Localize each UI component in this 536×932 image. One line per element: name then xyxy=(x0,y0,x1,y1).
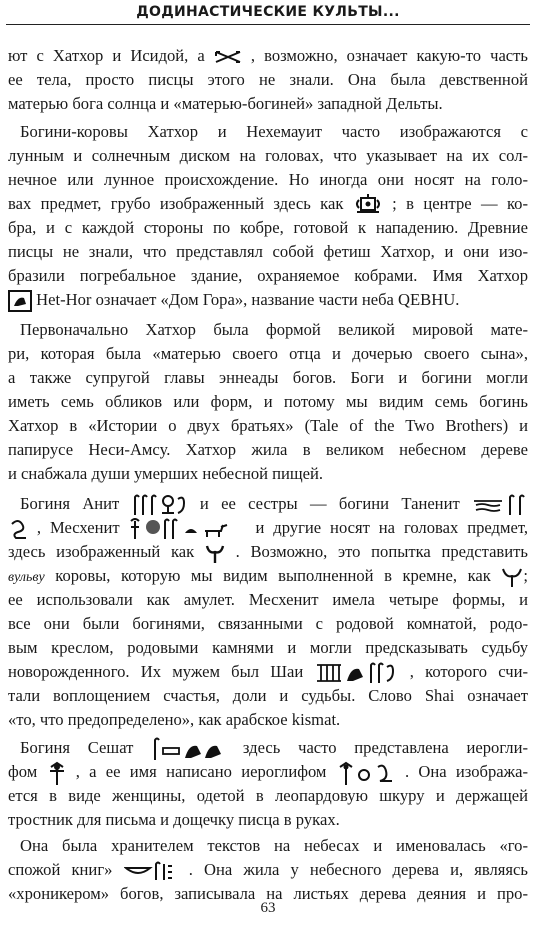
text-line: писцы не знали, что представлял собой фетиш Хатхор, и они изо- xyxy=(8,242,528,261)
text-span: , а ее имя написано иероглифом xyxy=(75,762,327,781)
text-line: ее использовали как амулет. Месхенит имела четыре формы, и xyxy=(8,590,528,609)
text-span: фом xyxy=(8,762,38,781)
text-span: новорожденного. Их мужем был Шаи xyxy=(8,662,304,681)
tanenit-glyph xyxy=(472,493,528,517)
page-number: 63 xyxy=(260,900,276,916)
text-line xyxy=(8,660,528,684)
header-rule xyxy=(6,24,530,25)
text-line xyxy=(8,858,528,882)
text-line: матерью бога солнца и «матерью-богиней» западной Дельты. xyxy=(8,94,443,113)
text-span: здесь часто представлена иерогли- xyxy=(242,738,528,757)
text-span: Богиня Анит xyxy=(20,494,120,513)
text-line: бра, и с каждой стороны по кобре, готовой к нападению. Древние xyxy=(8,218,528,237)
text-line: Первоначально Хатхор была формой великой мировой мате- xyxy=(20,320,528,339)
text-line xyxy=(8,288,528,312)
text-line: иметь семь обликов или форм, и потому мы видим семь богинь xyxy=(8,392,528,411)
text-line: Богини-коровы Хатхор и Нехемауит часто изображаются с xyxy=(20,122,528,141)
crossed-arrows-glyph xyxy=(214,50,242,64)
text-line xyxy=(8,516,528,540)
text-span: . Она изобража- xyxy=(404,762,528,781)
text-span: , возможно, означает какую-то часть xyxy=(250,46,528,65)
het-hor-glyph xyxy=(8,290,32,312)
shai-glyph xyxy=(315,661,399,685)
text-line xyxy=(20,736,528,760)
text-line: папирусе Неси-Амсу. Хатхор жила в великом небесном дереве xyxy=(8,440,528,459)
anit-glyph xyxy=(132,493,188,517)
text-line xyxy=(8,760,528,784)
text-line: «хроникером» богов, записывала на листьях дерева деяния и про- xyxy=(8,884,528,903)
running-header: ДОДИНАСТИЧЕСКИЕ КУЛЬТЫ... xyxy=(136,4,400,20)
text-line: Хатхор в «Истории о двух братьях» (Tale of the Two Brothers) и xyxy=(8,416,528,435)
text-span: вах предмет, грубо изображенный здесь как xyxy=(8,194,344,213)
text-line xyxy=(8,564,528,588)
text-line: и снабжала души умерших небесной пищей. xyxy=(8,464,324,483)
text-span: . Она жила у небесного дерева и, являясь xyxy=(188,860,528,879)
text-line xyxy=(8,44,528,68)
text-span: Het-Hor означает «Дом Гора», название части неба QEBHU. xyxy=(36,290,460,309)
text-span: ; в центре — ко- xyxy=(392,194,528,213)
seshat-name-glyph xyxy=(336,761,396,785)
text-span: . Возможно, это попытка представить xyxy=(235,542,528,561)
text-span: Богиня Сешат xyxy=(20,738,134,757)
text-line: тростник для письма и дощечку писца в руках. xyxy=(8,810,340,829)
seshat-emblem-glyph xyxy=(47,761,67,785)
text-span: , Месхенит xyxy=(36,518,120,537)
text-line: Она была хранителем текстов на небесах и именовалась «го- xyxy=(20,836,528,855)
italic-word: вульву xyxy=(8,570,45,585)
text-span: коровы, которую мы видим выполненной в кремне, как xyxy=(55,566,491,585)
text-line xyxy=(8,540,528,564)
uterus-glyph xyxy=(205,542,225,564)
text-span: здесь изображенный как xyxy=(8,542,195,561)
text-line: «то, что предопределено», как арабское kismat. xyxy=(8,710,341,729)
text-line: все они были богинями, связанными с родовой комнатой, родо- xyxy=(8,614,528,633)
text-span: ют с Хатхор и Исидой, а xyxy=(8,46,205,65)
text-span: и другие носят на головах предмет, xyxy=(255,518,528,537)
text-span: спожой книг» xyxy=(8,860,113,879)
seshat-glyph xyxy=(151,736,225,762)
text-line: нечное или лунное происхождение. Но иногда они носят на голо- xyxy=(8,170,528,189)
flint-uterus-glyph xyxy=(501,566,523,588)
text-line: ри, которая была «матерью своего отца и дочерью своего сына», xyxy=(8,344,528,363)
text-span: , которого счи- xyxy=(409,662,529,681)
text-line xyxy=(20,492,528,516)
cobra-glyph xyxy=(8,518,28,540)
hathor-fetish-glyph xyxy=(353,194,383,216)
text-span: и ее сестры — богини Таненит xyxy=(199,494,460,513)
text-line: лунным и солнечным диском на головах, что указывает на их сол- xyxy=(8,146,528,165)
meskhenit-glyph xyxy=(129,517,247,541)
book-lady-glyph xyxy=(124,860,178,882)
text-line: тали воплощением счастья, доли и судьбы. Слово Shai означает xyxy=(8,686,528,705)
text-line: а также супругой главы эннеады богов. Боги и богини могли xyxy=(8,368,528,387)
text-line: ее тела, просто писцы этого не знали. Она была девственной xyxy=(8,70,528,89)
text-line: бразили погребальное здание, охраняемое кобрами. Имя Хатхор xyxy=(8,266,528,285)
text-line: ется в виде женщины, одетой в леопардовую шкуру и держащей xyxy=(8,786,528,805)
text-span: ; xyxy=(523,566,528,585)
text-line xyxy=(8,192,528,216)
text-line: вым креслом, родовыми камнями и могли предсказывать судьбу xyxy=(8,638,528,657)
